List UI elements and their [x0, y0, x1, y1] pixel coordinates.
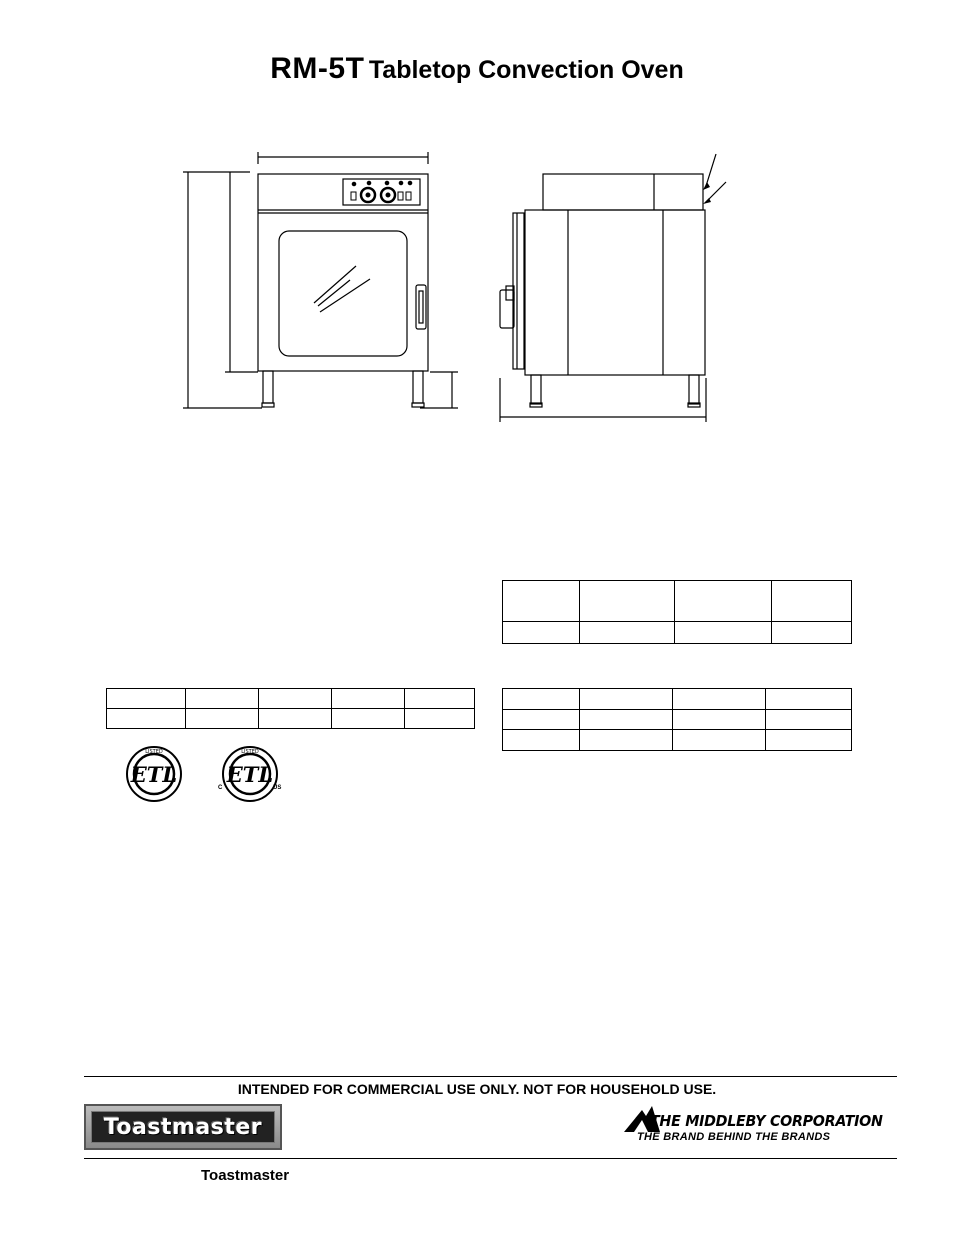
side-top-housing	[543, 174, 703, 210]
footer-bottom-rule	[84, 1158, 897, 1159]
side-body	[525, 210, 705, 375]
svg-text:ETL: ETL	[226, 762, 274, 787]
svg-text:C: C	[218, 785, 223, 791]
svg-text:LISTED: LISTED	[241, 749, 259, 755]
svg-text:LISTED: LISTED	[145, 749, 163, 755]
side-handle	[500, 290, 514, 328]
side-door	[513, 213, 524, 369]
spec-table-b	[106, 688, 475, 729]
commercial-use-notice: INTENDED FOR COMMERCIAL USE ONLY. NOT FOR HOUSEHOLD USE.	[237, 1081, 717, 1097]
svg-text:US: US	[273, 785, 282, 791]
model-number: RM-5T	[270, 52, 365, 85]
oven-window	[279, 231, 407, 356]
spec-table-c	[502, 688, 852, 751]
footer-brand: Toastmaster	[201, 1167, 290, 1184]
product-name: Tabletop Convection Oven	[368, 56, 684, 84]
oven-dimension-drawing	[0, 140, 954, 430]
cetlus-listed-logo	[210, 744, 290, 804]
svg-text:ETL: ETL	[130, 762, 178, 787]
middleby-corporation-name: THE MIDDLEBY CORPORATION	[650, 1112, 883, 1130]
page-title	[0, 52, 954, 86]
control-knobs	[351, 181, 412, 202]
footer-top-rule	[84, 1076, 897, 1077]
toastmaster-logo: Toastmaster	[84, 1104, 282, 1150]
spec-table-a	[502, 580, 852, 644]
middleby-tagline: THE BRAND BEHIND THE BRANDS	[637, 1131, 831, 1143]
door-handle	[416, 285, 426, 329]
etl-listed-logo	[124, 744, 184, 804]
